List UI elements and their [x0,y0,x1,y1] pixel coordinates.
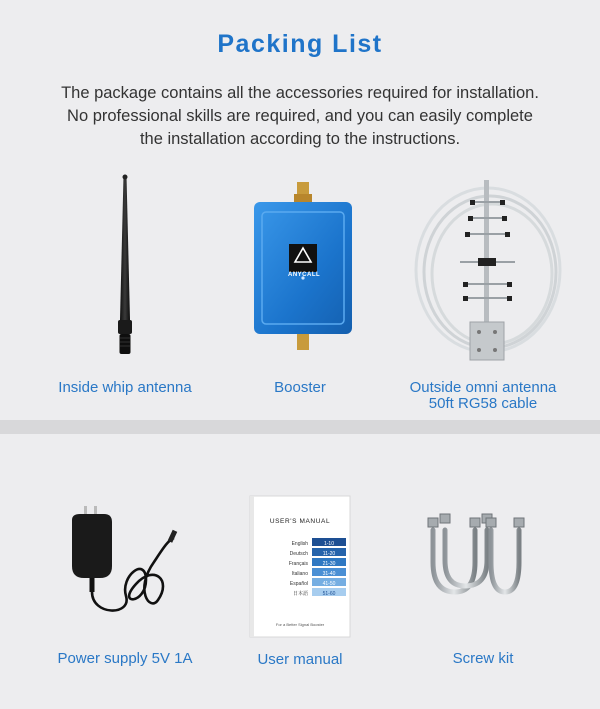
item-caption: Booster [274,379,326,396]
language-name: Español [289,581,308,587]
item-caption: User manual [257,651,343,668]
description-line: The package contains all the accessories required for installation. [61,84,539,102]
page-description [30,82,570,151]
yagi-antenna-icon [410,172,570,372]
item-caption: Inside whip antenna [58,379,192,396]
manual-heading: USER'S MANUAL [269,518,331,525]
page-title: Packing List [217,30,383,58]
item-caption: 50ft RG58 cable [428,395,538,412]
language-pages: 41-50 [322,581,336,587]
language-pages: 11-20 [322,551,336,557]
language-pages: 51-60 [322,591,336,597]
manual-language-row [270,569,346,579]
description-line: No professional skills are required, and you can easily complete [67,107,533,125]
language-name: Deutsch [289,551,308,557]
language-name: 日本語 [292,591,308,597]
booster-brand-label: ANYCALL [288,272,321,278]
power-adapter-icon [62,500,187,625]
language-pages: 31-40 [322,571,336,577]
language-name: Italiano [291,571,308,577]
section-divider [0,420,600,434]
language-name: English [291,541,308,547]
item-caption: Outside omni antenna [409,379,557,396]
manual-language-row [270,559,346,569]
description-line: the installation according to the instructions. [139,130,461,148]
manual-language-row [270,539,346,549]
manual-language-row [270,549,346,559]
language-pages: 1-10 [323,541,334,547]
manual-footer: For a Better Signal Booster [275,622,325,627]
language-pages: 21-30 [322,561,336,567]
manual-icon [248,494,352,639]
u-bolt-icon [415,510,530,600]
item-caption: Screw kit [452,650,514,667]
manual-language-list [270,539,346,599]
manual-language-row [270,589,346,599]
item-caption: Power supply 5V 1A [57,650,193,667]
language-name: Français [288,561,308,567]
manual-language-row [270,579,346,589]
whip-antenna-icon [100,170,150,365]
